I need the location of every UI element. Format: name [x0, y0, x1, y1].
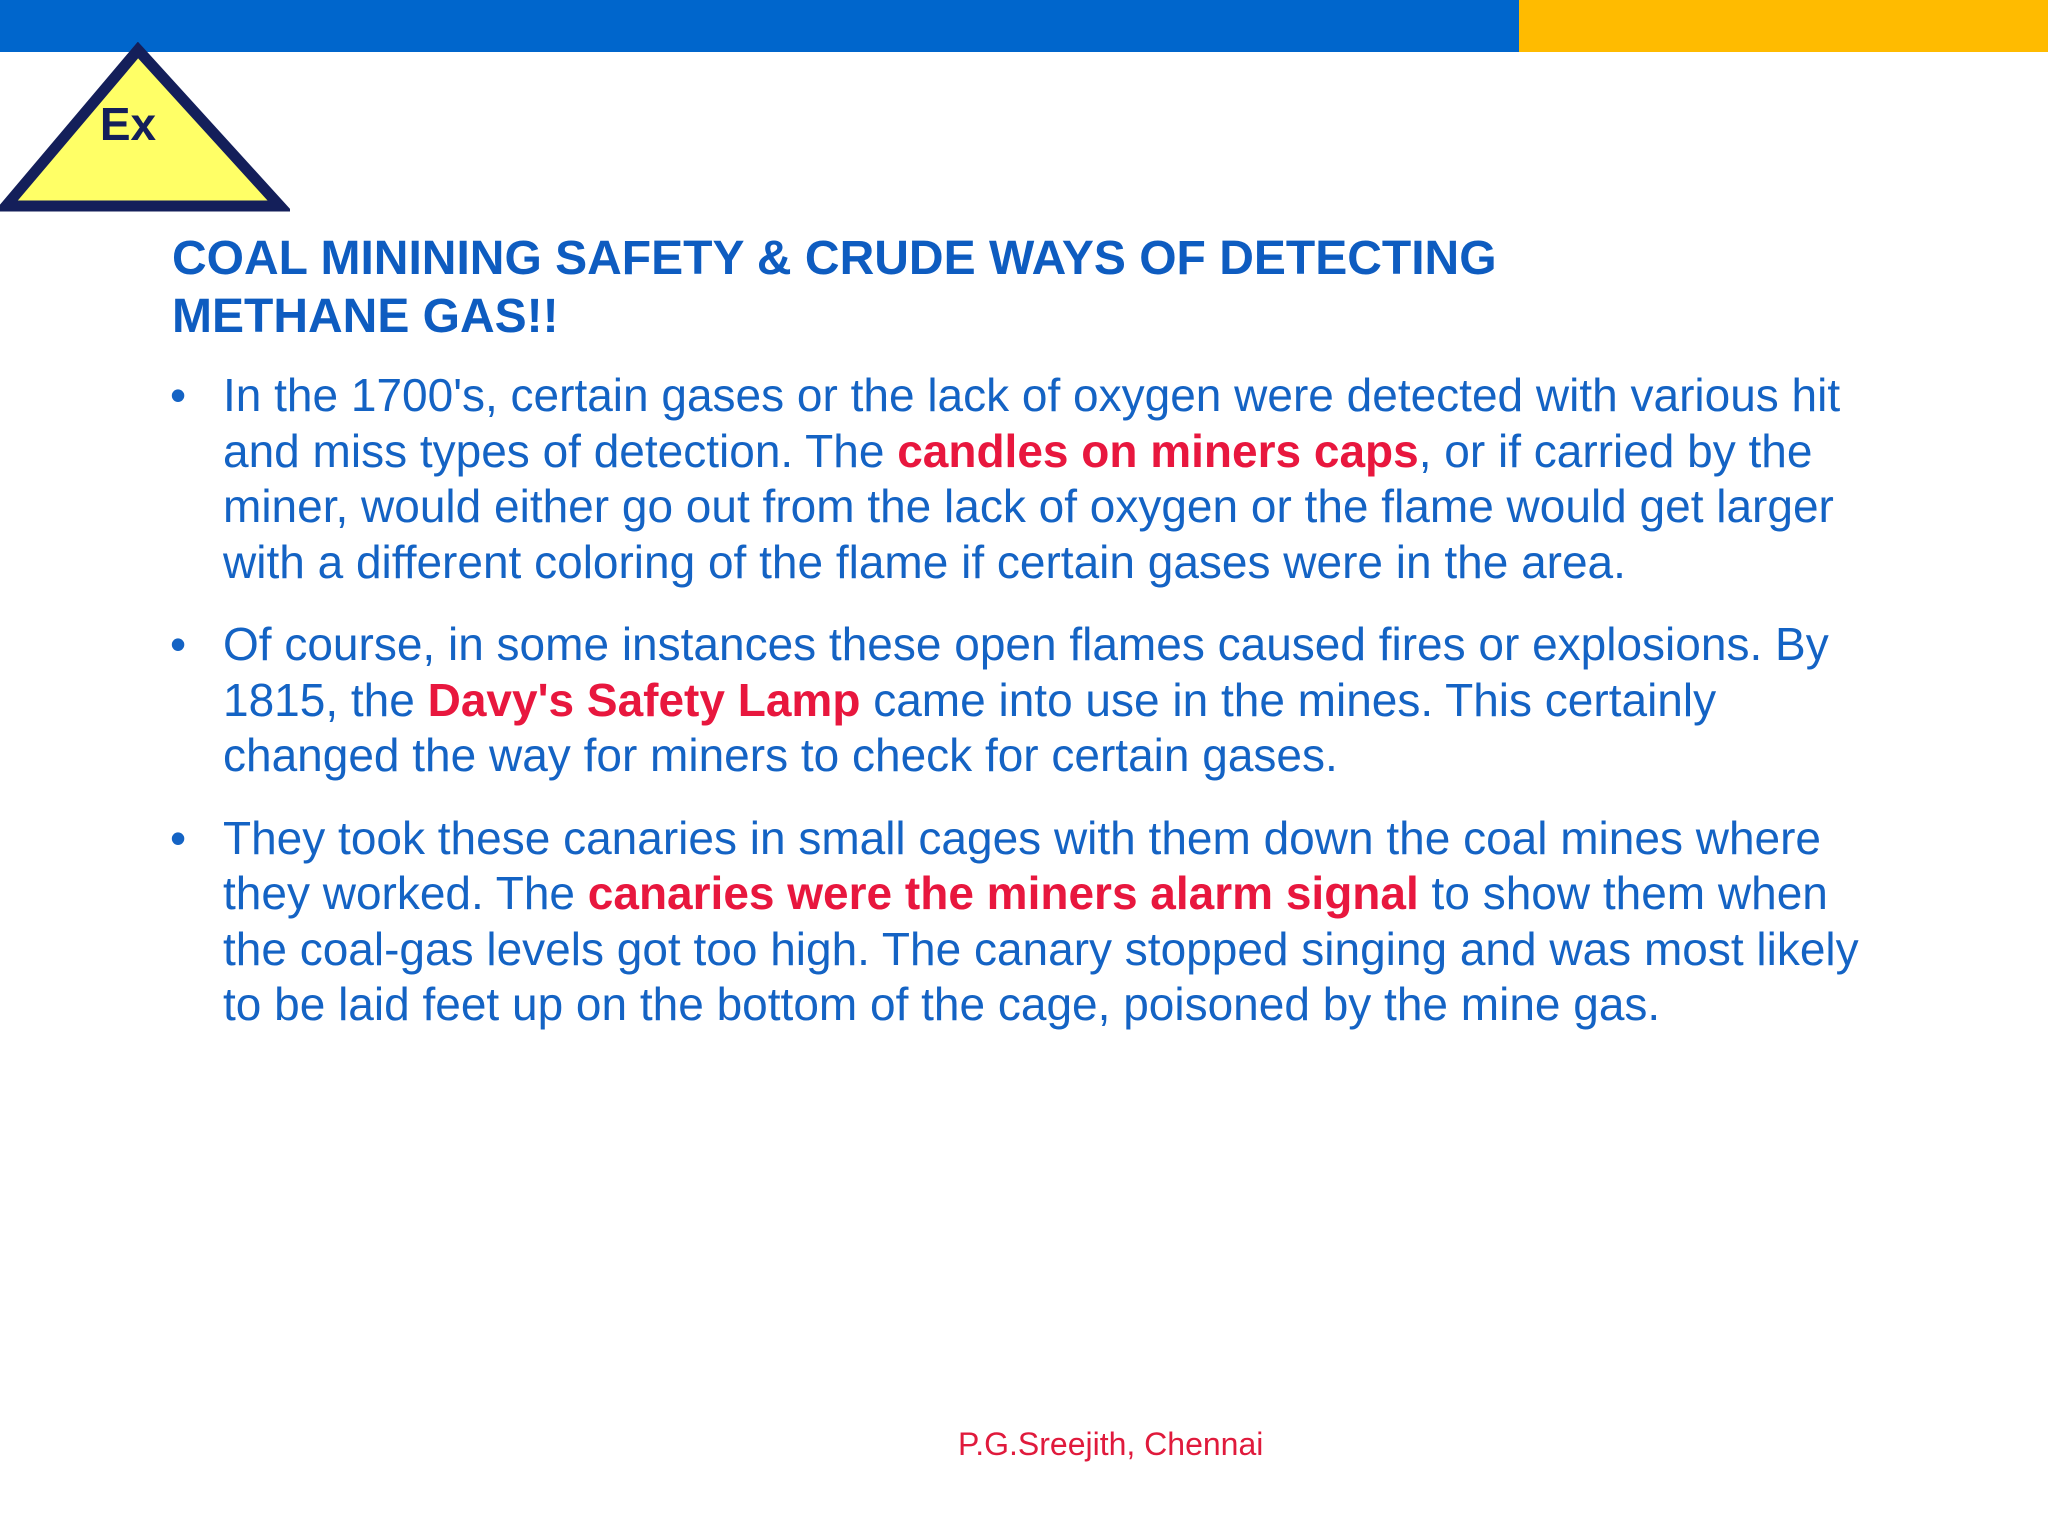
bullet-item — [170, 811, 1890, 1033]
bullet-text: Of course, in some instances these open flames caused fires or explosions. By 1815, the — [223, 618, 1829, 726]
bullet-dot-icon: • — [170, 811, 187, 864]
ex-warning-triangle-icon — [0, 42, 290, 214]
top-bar-gold — [1519, 0, 2048, 52]
bullet-text: came into use in the mines. This certainly changed the way for miners to check for certain gases. — [223, 673, 1717, 781]
bullet-dot-icon: • — [170, 369, 187, 421]
footer-author: P.G.Sreejith, Chennai — [958, 1426, 1264, 1462]
bullet-text: to show them when the coal-gas levels got too high. The canary stopped singing and was most likely to be laid feet up on the bottom of the cage, poisoned by the mine gas. — [223, 867, 1859, 1030]
bullet-dot-icon: • — [170, 618, 187, 670]
slide-title — [172, 230, 1872, 346]
title-line-2: METHANE GAS!! — [172, 290, 559, 343]
bullet-item — [170, 368, 1890, 590]
bullet-text: In the 1700's, certain gases or the lack of oxygen were detected with various hit and miss types of detection. The — [223, 369, 1841, 477]
badge-label: Ex — [99, 98, 157, 150]
bullet-highlight: Davy's Safety Lamp — [427, 673, 861, 726]
bullet-highlight: candles on miners caps — [897, 424, 1419, 477]
bullet-text: They took these canaries in small cages with them down the coal mines where they worked. The — [223, 811, 1822, 919]
bullet-text: , or if carried by the miner, would either go out from the lack of oxygen or the flame would get larger with a different coloring of the flame if certain gases were in the area. — [223, 424, 1834, 588]
bullet-list — [170, 368, 1890, 1060]
bullet-highlight: canaries were the miners alarm signal — [587, 867, 1419, 919]
title-line-1: COAL MININING SAFETY & CRUDE WAYS OF DETECTING — [172, 232, 1497, 285]
bullet-item — [170, 617, 1890, 784]
